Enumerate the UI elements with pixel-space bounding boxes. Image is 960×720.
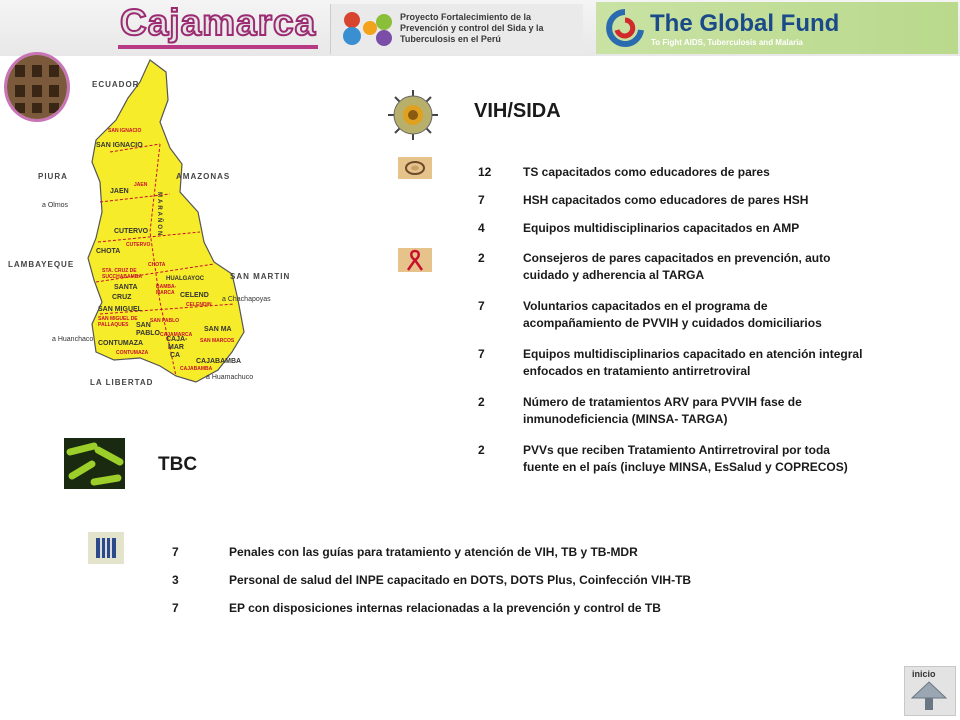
map-prov-celendin: CELEND bbox=[180, 292, 209, 299]
map-prov-jaen-red: JAEN bbox=[134, 182, 148, 188]
map-label-la-libertad: LA LIBERTAD bbox=[90, 378, 154, 387]
global-fund-title: The Global Fund bbox=[650, 10, 840, 37]
map-label-piura: PIURA bbox=[38, 172, 68, 181]
map-prov-celendin-red: CELENDIN bbox=[186, 302, 212, 308]
tbc-row-count: 7 bbox=[172, 545, 179, 559]
tbc-row-count: 7 bbox=[172, 601, 179, 615]
map-prov-cutervo: CUTERVO bbox=[114, 228, 149, 235]
map-label-ecuador: ECUADOR bbox=[92, 80, 140, 89]
map-prov-cajamarca-red: CAJAMARCA bbox=[160, 332, 193, 338]
map-city-huamachuco: a Huamachuco bbox=[206, 374, 254, 381]
map-prov-santa-cruz-red: STA. CRUZ DE SUCCHABAMBA bbox=[102, 268, 142, 280]
tbc-row-text: EP con disposiciones internas relacionadas a la prevención y control de TB bbox=[229, 601, 661, 615]
condom-icon bbox=[398, 157, 432, 184]
ventanillas-photo-icon bbox=[7, 55, 67, 119]
map-city-chachapoyas: a Chachapoyas bbox=[222, 296, 271, 303]
map-prov-san-ignacio-red: SAN IGNACIO bbox=[108, 128, 142, 134]
vih-row-count: 4 bbox=[478, 221, 485, 235]
map-label-amazonas: AMAZONAS bbox=[176, 172, 231, 181]
vih-row-text: PVVs que reciben Tratamiento Antirretroviral por toda fuente en el país (incluye MINSA, EsSalud y COPRECOS) bbox=[523, 443, 848, 474]
map-prov-contumaza: CONTUMAZA bbox=[98, 340, 144, 347]
prison-icon bbox=[88, 532, 124, 564]
project-title: Proyecto Fortalecimiento de la Prevención y control del Sida y la Tuberculosis en el Perú bbox=[400, 12, 544, 44]
map-river-maranon: MARAÑON bbox=[156, 192, 162, 238]
vih-row-count: 2 bbox=[478, 443, 485, 457]
project-logo-icon bbox=[340, 6, 396, 55]
map-prov-cajabamba-red: CAJABAMBA bbox=[180, 366, 213, 372]
tbc-section-title: TBC bbox=[158, 454, 198, 475]
vih-row-count: 2 bbox=[478, 251, 485, 265]
map-prov-caja: CAJA- bbox=[166, 336, 188, 343]
vih-row-text: Equipos multidisciplinarios capacitado en atención integral enfocados en tratamiento antirretroviral bbox=[523, 347, 863, 378]
map-prov-ca: CA bbox=[170, 352, 181, 359]
page-title: Cajamarca bbox=[120, 2, 317, 43]
map-prov-san: SAN bbox=[136, 322, 151, 329]
map-label-san-martin: SAN MARTIN bbox=[230, 272, 291, 281]
map-prov-chota-red: CHOTA bbox=[148, 262, 166, 268]
map-prov-mar: MAR bbox=[168, 344, 184, 351]
map-prov-contumaza-red: CONTUMAZA bbox=[116, 350, 149, 356]
vih-row-count: 7 bbox=[478, 299, 485, 313]
vih-row-count: 12 bbox=[478, 165, 492, 179]
map-prov-chota: CHOTA bbox=[96, 248, 121, 255]
vih-row-count: 2 bbox=[478, 395, 485, 409]
map-prov-cajabamba: CAJABAMBA bbox=[196, 358, 242, 365]
vih-row-text: Equipos multidisciplinarios capacitados en AMP bbox=[523, 221, 800, 235]
vih-row-count: 7 bbox=[478, 193, 485, 207]
tbc-row-text: Penales con las guías para tratamiento y atención de VIH, TB y TB-MDR bbox=[229, 545, 638, 559]
map-label-lambayeque: LAMBAYEQUE bbox=[8, 260, 75, 269]
global-fund-subtitle: To Fight AIDS, Tuberculosis and Malaria bbox=[651, 38, 803, 47]
bacteria-icon bbox=[64, 438, 125, 489]
cajamarca-photo bbox=[4, 52, 70, 122]
tbc-row-count: 3 bbox=[172, 573, 179, 587]
map-prov-cruz: CRUZ bbox=[112, 294, 132, 301]
vih-row-text: Consejeros de pares capacitados en prevención, auto cuidado y adherencia al TARGA bbox=[523, 251, 831, 282]
map-prov-san-miguel-red: SAN MIGUEL DE PALLAQUES bbox=[98, 316, 138, 328]
red-ribbon-icon bbox=[398, 248, 432, 277]
map-city-huanchaco: a Huanchaco bbox=[52, 336, 94, 343]
map-prov-san-marcos-red: SAN MARCOS bbox=[200, 338, 235, 344]
tbc-row-text: Personal de salud del INPE capacitado en DOTS, DOTS Plus, Coinfección VIH-TB bbox=[229, 573, 692, 587]
map-prov-san-miguel: SAN MIGUEL bbox=[98, 306, 142, 313]
home-button-label[interactable]: inicio bbox=[912, 669, 936, 679]
map-prov-santa: SANTA bbox=[114, 284, 138, 291]
title-underline bbox=[118, 45, 318, 49]
global-fund-logo-icon bbox=[604, 8, 646, 53]
map-prov-san-marcos: SAN MA bbox=[204, 326, 232, 333]
map-prov-san-ignacio: SAN IGNACIO bbox=[96, 142, 143, 149]
vih-row-text: Número de tratamientos ARV para PVVIH fase de inmunodeficiencia (MINSA- TARGA) bbox=[523, 395, 802, 426]
vih-row-text: TS capacitados como educadores de pares bbox=[523, 165, 770, 179]
map-city-olmos: a Olmos bbox=[42, 202, 69, 209]
map-prov-san-pablo-red: SAN PABLO bbox=[150, 318, 180, 324]
virus-icon bbox=[386, 88, 440, 142]
vih-section-title: VIH/SIDA bbox=[474, 100, 561, 122]
map-prov-cutervo-red: CUTERVO bbox=[126, 242, 151, 248]
map-prov-bambamarca-red: BAMBA-MARCA bbox=[156, 284, 177, 296]
vih-row-text: HSH capacitados como educadores de pares HSH bbox=[523, 193, 809, 207]
map-prov-jaen: JAEN bbox=[110, 188, 129, 195]
vih-row-text: Voluntarios capacitados en el programa de acompañamiento de PVVIH y cuidados domiciliarios bbox=[523, 299, 822, 330]
map-prov-pablo: PABLO bbox=[136, 330, 160, 337]
home-icon[interactable] bbox=[910, 680, 948, 717]
vih-row-count: 7 bbox=[478, 347, 485, 361]
map-prov-hualgayoc: HUALGAYOC bbox=[166, 276, 205, 282]
